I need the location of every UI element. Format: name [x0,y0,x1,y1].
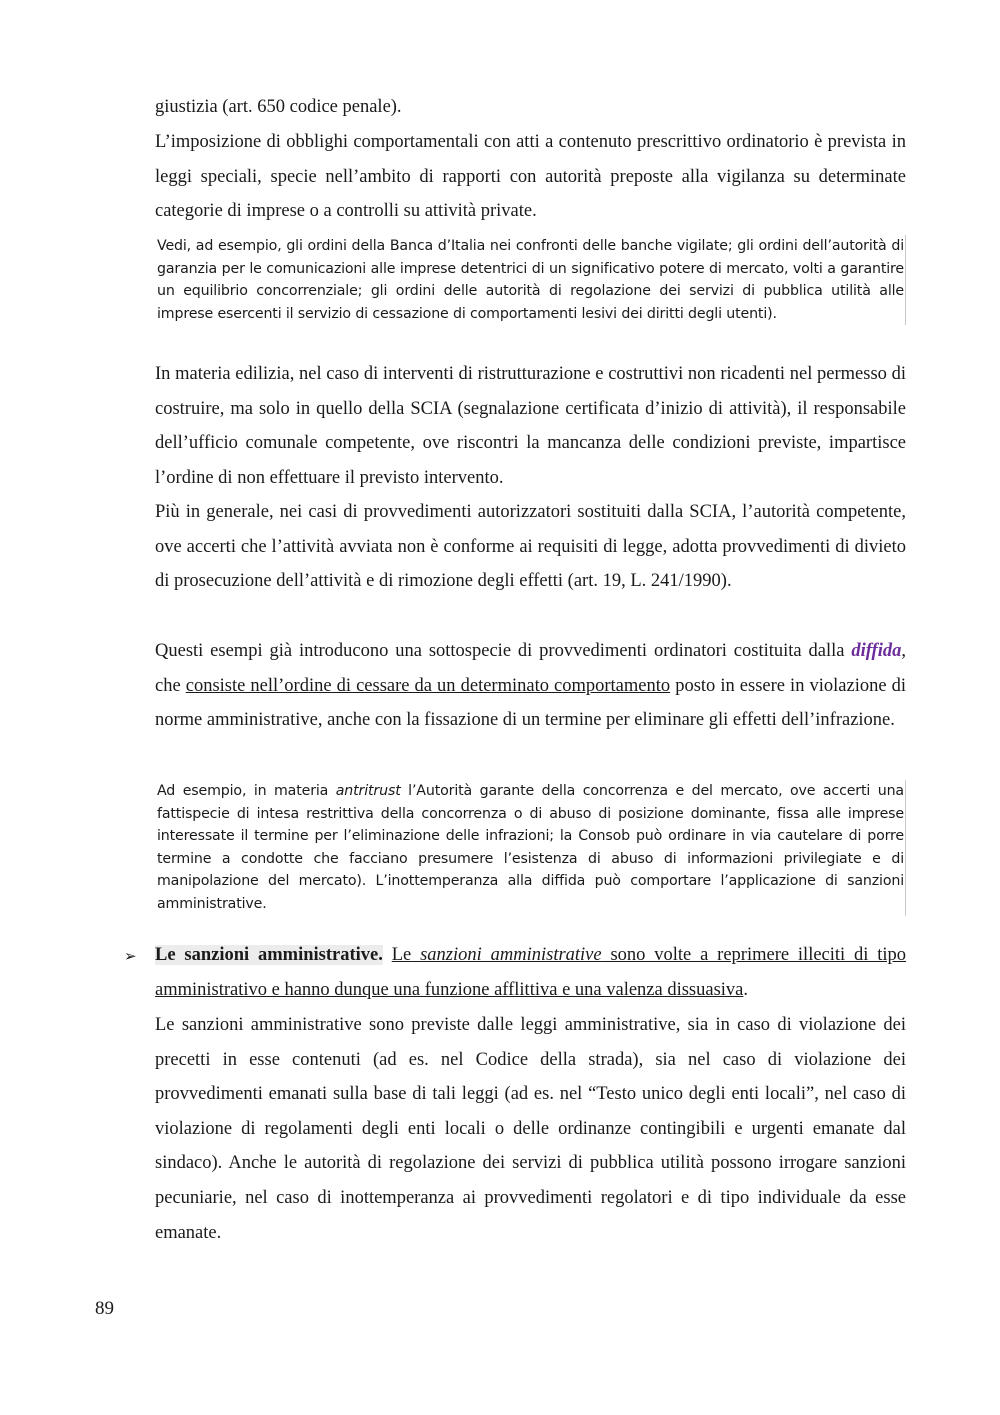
text-segment: Questi esempi già introducono una sottospecie di provvedimenti ordinatori costituita dalla [155,641,845,661]
text-segment: posto in essere in violazione di norme amministrative, anche con la fissazione di un termine per eliminare gli effetti dell’infrazione. [155,675,906,731]
section-heading: Le sanzioni amministrative. [155,945,383,965]
paragraph-sanzioni-leggi: Le sanzioni amministrative sono previste dalle leggi amministrative, sia in caso di violazione dei precetti in esse contenuti (ad es. nel Codice della strada), sia nel caso di violazione dei provvedimenti emanati sulla base di tali leggi (ad es. nel “Testo unico degli enti locali”, nel caso di violazione di regolamenti degli enti locali o delle ordinanze contingibili e urgenti emanate dal sindaco). Anche le autorità di regolazione dei servizi di pubblica utilità possono irrogare sanzioni pecuniarie, nel caso di inottemperanza ai provvedimenti regolatori e di tipo individuale da esse emanate. [155,1015,906,1243]
note-box-examples: Vedi, ad esempio, gli ordini della Banca d’Italia nei confronti delle banche vigilate; gli ordini dell’autorità di garanzia per le comunicazioni alle imprese detentrici di un significativo potere di mercato, volti a garantire un equilibrio concorrenziale; gli ordini delle autorità di regolazione dei servizi di pubblica utilità alle imprese esercenti il servizio di cessazione di comportamenti lesivi dei diritti degli utenti). [155,235,906,325]
text-segment: Ad esempio, in materia [157,783,329,799]
text-segment: l’Autorità garante della concorrenza e del mercato, ove accerti una fattispecie di intesa restrittiva della concorrenza o di abuso di posizione dominante, fissa alle imprese interessate il termine per l’eliminazione delle infrazioni; la Consob può ordinare in via cautelare di porre termine a condotte che facciano presumere l’esistenza di abuso di informazioni privilegiate e di manipolazione del mercato). L’inottemperanza alla diffida può comportare l’applicazione di sanzioni amministrative. [157,783,904,912]
italic-term: antritrust [335,783,401,799]
text-segment: , che [155,641,906,696]
paragraph-obblighi: L’imposizione di obblighi comportamentali con atti a contenuto prescrittivo ordinatorio è prevista in leggi speciali, specie nell’ambito di rapporti con autorità preposte alla vigilanza su determinate categorie di imprese o a controlli su attività private. [155,132,906,222]
italic-term: sanzioni amministrative [420,945,602,965]
paragraph-sanzioni-heading [155,938,906,1007]
paragraph-continuation: giustizia (art. 650 codice penale). [155,97,402,117]
diffida-term: diffida [851,641,902,661]
paragraph-diffida [155,634,906,738]
arrowhead-bullet-icon: ➢ [124,947,137,965]
paragraph-generale: Più in generale, nei casi di provvedimenti autorizzatori sostituiti dalla SCIA, l’autorità competente, ove accerti che l’attività avviata non è conforme ai requisiti di legge, adotta provvedimenti di divieto di prosecuzione dell’attività e di rimozione degli effetti (art. 19, L. 241/1990). [155,502,906,592]
underlined-definition: consiste nell’ordine di cessare da un determinato comportamento [185,675,671,696]
text-segment: sono volte a reprimere illeciti di tipo amministrativo e hanno dunque una funzione afflittiva e una valenza dissuasiva [155,945,907,1000]
text-segment: Le [391,945,412,965]
text-segment: . [743,979,749,1000]
paragraph-edilizia: In materia edilizia, nel caso di interventi di ristrutturazione e costruttivi non ricadenti nel permesso di costruire, ma solo in quello della SCIA (segnalazione certificata d’inizio di attività), il responsabile dell’ufficio comunale competente, ove riscontri la mancanza delle condizioni previste, impartisce l’ordine di non effettuare il previsto intervento. [155,364,906,488]
note-box-antitrust [155,780,906,916]
page-number: 89 [95,1298,114,1319]
